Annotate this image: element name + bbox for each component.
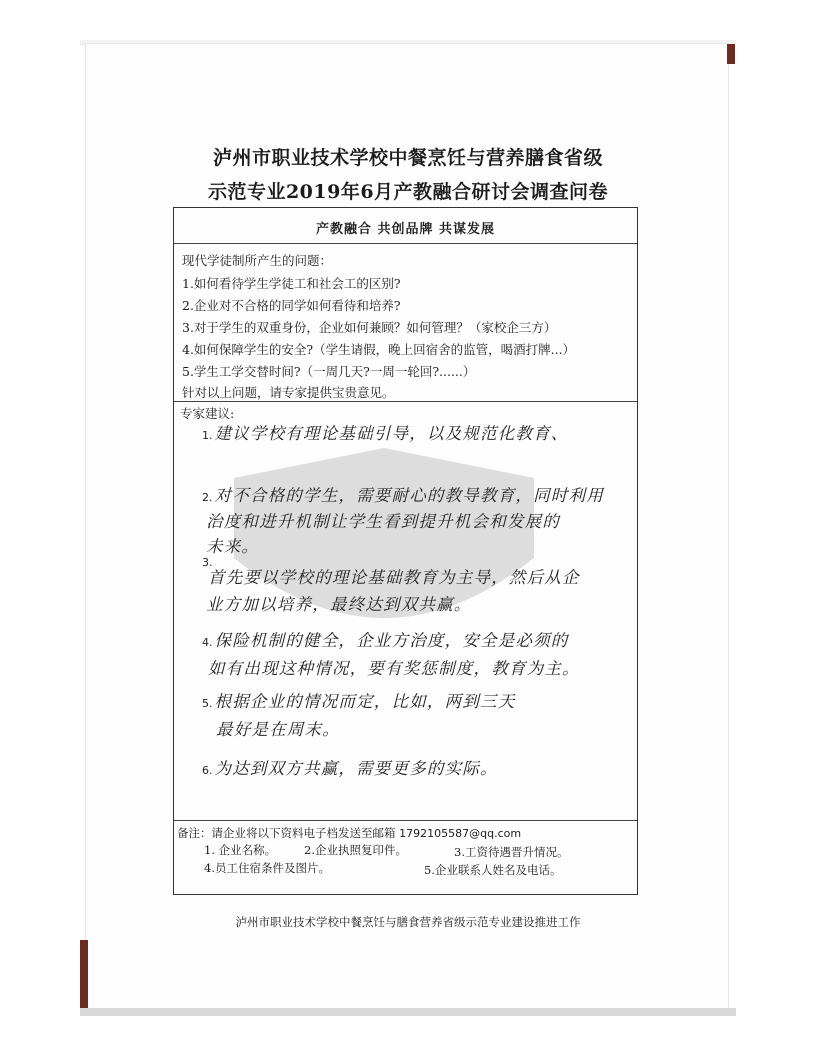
handwritten-advice-line: 如有出现这种情况，要有奖惩制度，教育为主。 <box>208 659 580 678</box>
email-address: 1792105587@qq.com <box>399 827 522 840</box>
notes-item: 2.企业执照复印件。 <box>304 843 407 857</box>
questionnaire-table <box>173 207 638 895</box>
scan-border-strip <box>80 1008 736 1016</box>
questions-closing: 针对以上问题，请专家提供宝贵意见。 <box>182 385 395 400</box>
scan-border-strip <box>727 44 735 64</box>
question-item: 5.学生工学交替时间?（一周几天?一周一轮回?......） <box>182 364 476 379</box>
notes-item: 4.员工住宿条件及图片。 <box>204 861 330 875</box>
slogan: 产教融合 共创品牌 共谋发展 <box>315 222 496 237</box>
document-title-line2: 示范专业2019年6月产教融合研讨会调查问卷 <box>207 181 609 203</box>
handwritten-advice-line: 未来。 <box>206 537 260 556</box>
question-item: 3.对于学生的双重身份，企业如何兼顾？如何管理？（家校企三方） <box>182 320 557 335</box>
notes-line: 备注：请企业将以下资料电子档发送至邮箱 1792105587@qq.com <box>177 826 522 840</box>
question-item: 2.企业对不合格的同学如何看待和培养? <box>182 298 401 313</box>
handwritten-advice-line: 2. 对不合格的学生，需要耐心的教导教育，同时利用 <box>202 486 604 505</box>
handwritten-advice-line: 首先要以学校的理论基础教育为主导，然后从企 <box>208 568 580 587</box>
document-title-line1: 泸州市职业技术学校中餐烹饪与营养膳食省级 <box>212 147 603 169</box>
handwritten-advice-line: 1. 建议学校有理论基础引导，以及规范化教育、 <box>202 424 569 443</box>
question-item: 1.如何看待学生学徒工和社会工的区别? <box>182 276 401 291</box>
handwritten-advice-line: 6. 为达到双方共赢，需要更多的实际。 <box>202 759 498 778</box>
table-divider <box>174 820 637 821</box>
table-divider <box>174 401 637 402</box>
document-footer: 泸州市职业技术学校中餐烹饪与膳食营养省级示范专业建设推进工作 <box>235 915 581 929</box>
scan-border-strip <box>80 940 88 1014</box>
faint-stamp-watermark <box>214 438 554 658</box>
question-item: 4.如何保障学生的安全?（学生请假，晚上回宿舍的监管，喝酒打牌...） <box>182 342 576 357</box>
handwritten-advice-line: 3. <box>202 556 213 569</box>
table-divider <box>174 243 637 244</box>
advice-label: 专家建议: <box>180 406 235 421</box>
handwritten-advice-line: 治度和进升机制让学生看到提升机会和发展的 <box>206 512 560 531</box>
notes-item: 1. 企业名称。 <box>204 843 277 857</box>
handwritten-advice-line: 4. 保险机制的健全，企业方治度，安全是必须的 <box>202 631 569 650</box>
notes-item: 5.企业联系人姓名及电话。 <box>424 863 562 877</box>
handwritten-advice-line: 最好是在周末。 <box>216 720 340 739</box>
questions-intro: 现代学徒制所产生的问题： <box>182 253 333 268</box>
handwritten-advice-line: 业方加以培养，最终达到双共赢。 <box>206 595 472 614</box>
notes-item: 3.工资待遇晋升情况。 <box>454 845 569 859</box>
handwritten-advice-line: 5. 根据企业的情况而定，比如，两到三天 <box>202 692 516 711</box>
